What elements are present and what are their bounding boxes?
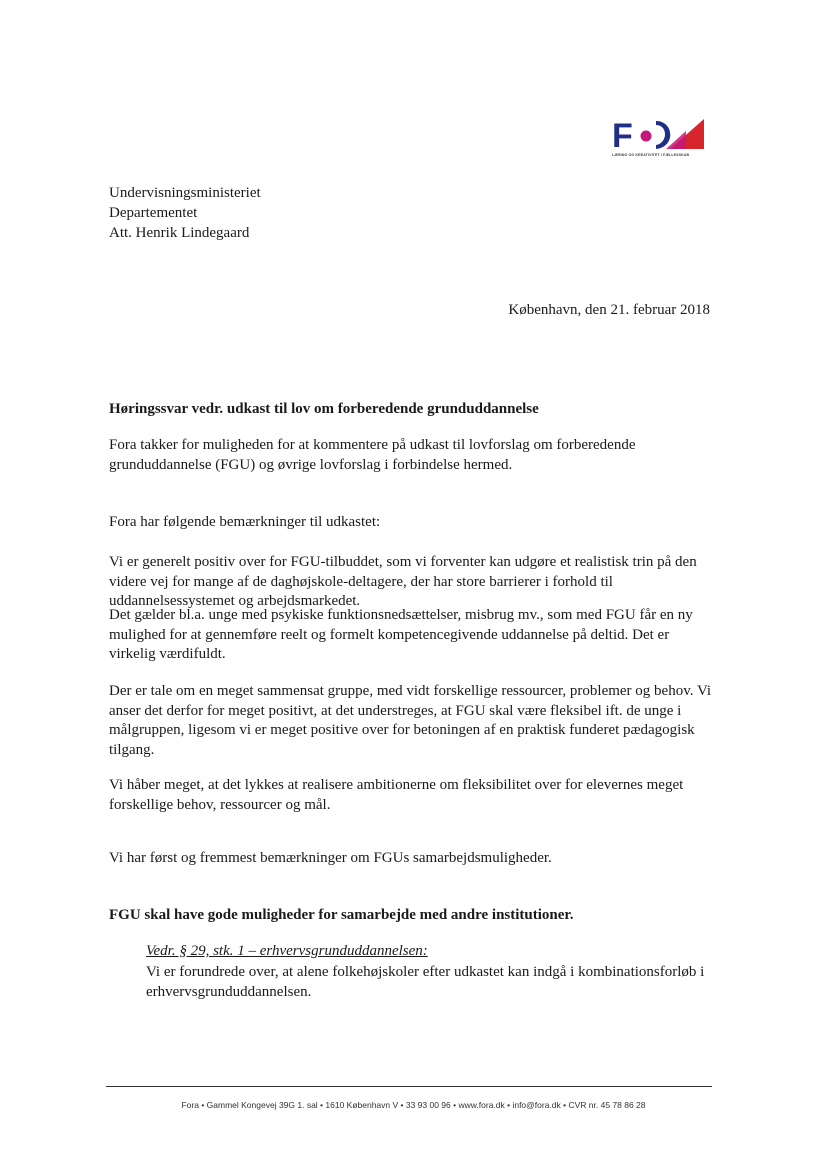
address-line-ministry: Undervisningsministeriet — [109, 185, 261, 201]
section-heading: FGU skal have gode muligheder for samarbejde med andre institutioner. — [109, 907, 574, 923]
subsection-text: Vi er forundrede over, at alene folkehøjskoler efter udkastet kan indgå i kombinationsforløb i erhvervsgrunduddannelsen. — [146, 964, 705, 1000]
paragraph-ambitions: Vi håber meget, at det lykkes at realisere ambitionerne om fleksibilitet over for elevernes meget forskellige behov, ressourcer og mål. — [109, 777, 684, 813]
footer-divider — [106, 1086, 712, 1087]
paragraph-target-group: Det gælder bl.a. unge med psykiske funktionsnedsættelser, misbrug mv., som med FGU får en ny mulighed for at gennemføre reelt og formelt kompetencegivende uddannelse på deltid. Det er virkelig værdifuldt. — [109, 607, 693, 662]
logo-dot-icon — [641, 131, 652, 142]
logo-arc-icon — [656, 121, 670, 149]
paragraph-flexibility: Der er tale om en meget sammensat gruppe, med vidt forskellige ressourcer, problemer og behov. Vi anser det derfor for meget positivt, at det understreges, at FGU skal være fleksibel ift. de unge i målgruppen, ligesom vi er meget positive over for betoningen af en praktisk funderet pædagogisk tilgang. — [109, 683, 712, 758]
letter-date: København, den 21. februar 2018 — [508, 302, 710, 318]
logo-letter-f: F — [612, 117, 633, 155]
paragraph-positive-fgu: Vi er generelt positiv over for FGU-tilbuddet, som vi forventer kan udgøre et realistisk trin på den videre vej for mange af de daghøjskole-deltagere, der har store barrierer i forhold til uddannelsessystemet og arbejdsmarkedet. — [109, 554, 697, 609]
letter-heading: Høringssvar vedr. udkast til lov om forberedende grunduddannelse — [109, 401, 539, 417]
subsection-heading: Vedr. § 29, stk. 1 – erhvervsgrunduddannelsen: — [146, 943, 428, 959]
paragraph-cooperation: Vi har først og fremmest bemærkninger om FGUs samarbejdsmuligheder. — [109, 850, 552, 866]
paragraph-intro: Fora takker for muligheden for at kommentere på udkast til lovforslag om forberedende grunduddannelse (FGU) og øvrige lovforslag i forbindelse hermed. — [109, 437, 636, 473]
address-line-department: Departementet — [109, 205, 198, 221]
recipient-address — [109, 183, 261, 243]
footer-contact: Fora • Gammel Kongevej 39G 1. sal • 1610 København V • 33 93 00 96 • www.fora.dk • info@fora.dk • CVR nr. 45 78 86 28 — [181, 1100, 646, 1110]
address-line-attention: Att. Henrik Lindegaard — [109, 225, 250, 241]
logo-tagline: LÆRING OG KREATIVITET I FÆLLESSKAB — [612, 153, 690, 157]
paragraph-remarks-intro: Fora har følgende bemærkninger til udkastet: — [109, 514, 381, 530]
